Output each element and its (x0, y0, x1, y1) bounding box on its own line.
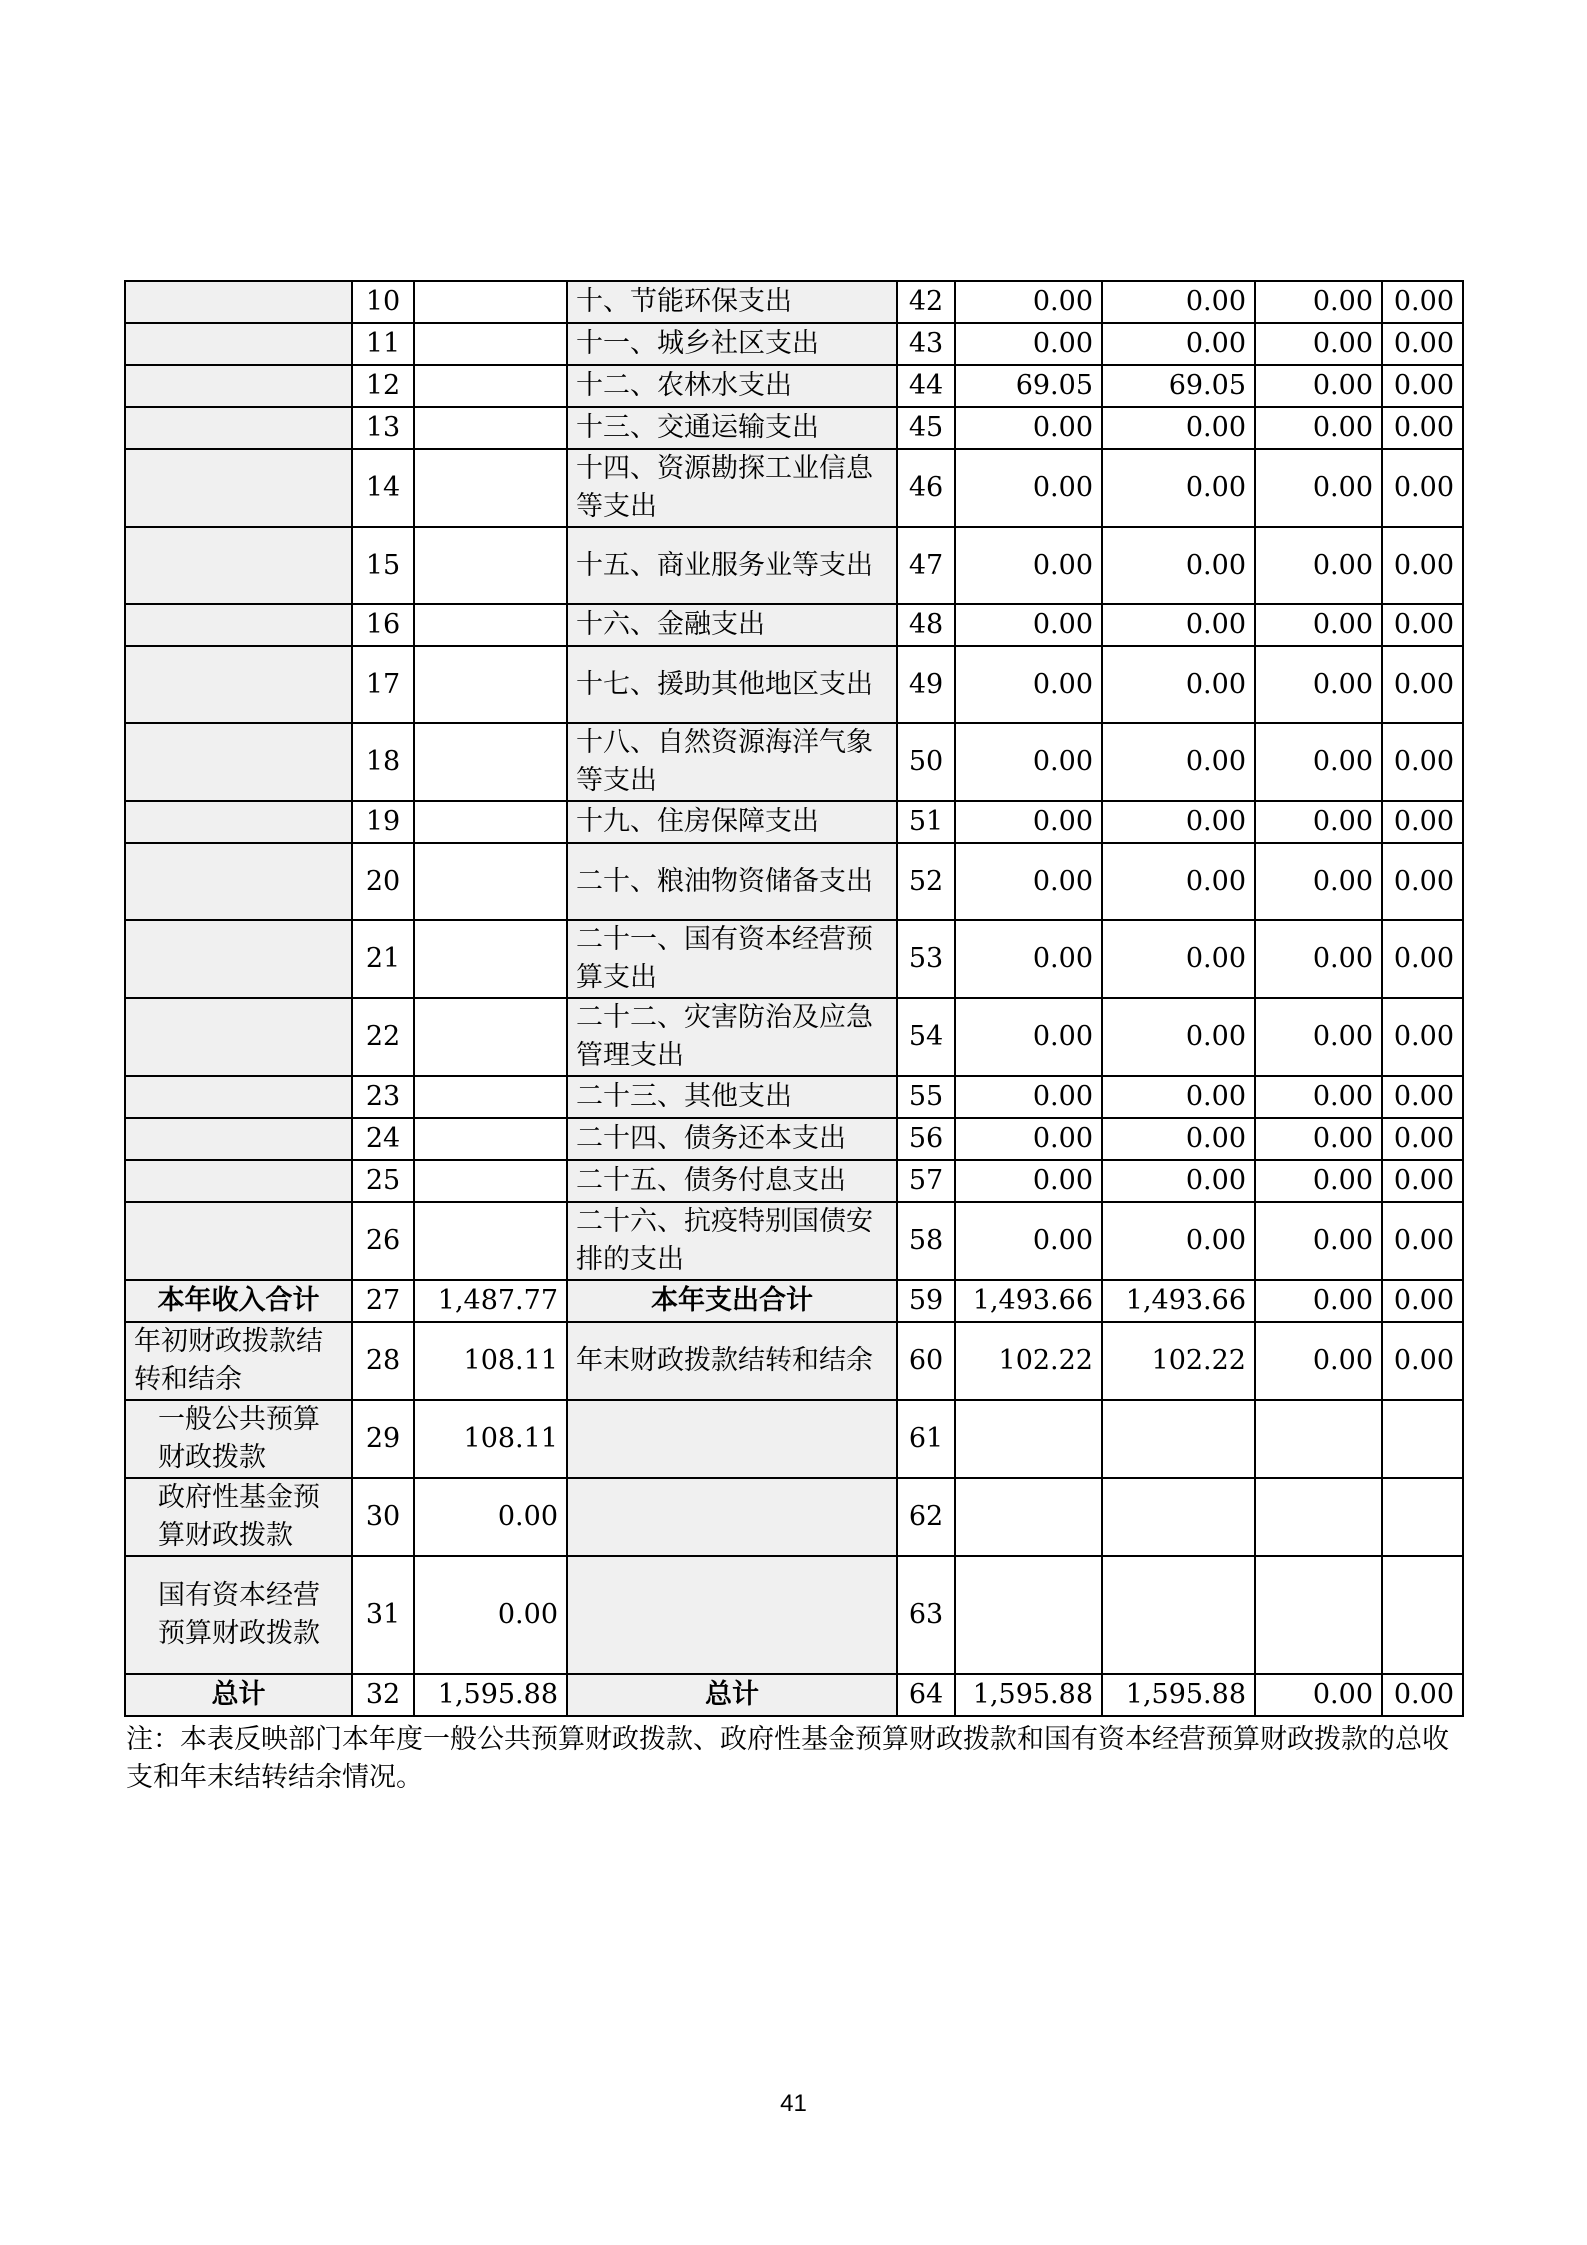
general-budget-cell: 0.00 (1102, 323, 1255, 365)
expense-total-cell (955, 1478, 1102, 1556)
expense-line-number-cell: 64 (897, 1674, 955, 1716)
income-amount-cell (414, 407, 567, 449)
budget-table-section (124, 280, 1462, 1797)
general-budget-cell: 0.00 (1102, 1202, 1255, 1280)
income-line-number-cell: 20 (352, 843, 414, 920)
government-fund-cell: 0.00 (1255, 1202, 1382, 1280)
state-capital-cell: 0.00 (1382, 723, 1463, 801)
table-row (125, 449, 1463, 527)
state-capital-cell (1382, 1556, 1463, 1674)
expense-total-cell: 0.00 (955, 646, 1102, 723)
table-row (125, 1478, 1463, 1556)
government-fund-cell: 0.00 (1255, 1674, 1382, 1716)
income-item-cell (125, 1076, 352, 1118)
expense-total-cell: 0.00 (955, 998, 1102, 1076)
expense-total-cell: 0.00 (955, 281, 1102, 323)
government-fund-cell (1255, 1556, 1382, 1674)
expense-item-cell (567, 1400, 897, 1478)
expense-total-cell: 0.00 (955, 323, 1102, 365)
state-capital-cell: 0.00 (1382, 1322, 1463, 1400)
general-budget-cell (1102, 1556, 1255, 1674)
income-item-cell (125, 1202, 352, 1280)
income-amount-cell (414, 920, 567, 998)
expense-line-number-cell: 44 (897, 365, 955, 407)
government-fund-cell: 0.00 (1255, 527, 1382, 604)
expense-line-number-cell: 51 (897, 801, 955, 843)
expense-item-cell: 十三、交通运输支出 (567, 407, 897, 449)
income-line-number-cell: 26 (352, 1202, 414, 1280)
general-budget-cell: 0.00 (1102, 801, 1255, 843)
income-amount-cell (414, 281, 567, 323)
expense-item-cell: 十五、商业服务业等支出 (567, 527, 897, 604)
general-budget-cell: 0.00 (1102, 1160, 1255, 1202)
table-row (125, 281, 1463, 323)
expense-total-cell (955, 1556, 1102, 1674)
income-amount-cell (414, 646, 567, 723)
table-row (125, 1202, 1463, 1280)
income-amount-cell (414, 1202, 567, 1280)
government-fund-cell: 0.00 (1255, 1118, 1382, 1160)
general-budget-cell: 0.00 (1102, 604, 1255, 646)
income-amount-cell: 108.11 (414, 1400, 567, 1478)
expense-item-cell: 本年支出合计 (567, 1280, 897, 1322)
state-capital-cell: 0.00 (1382, 998, 1463, 1076)
table-row (125, 920, 1463, 998)
income-line-number-cell: 18 (352, 723, 414, 801)
expense-line-number-cell: 60 (897, 1322, 955, 1400)
income-item-cell (125, 998, 352, 1076)
state-capital-cell: 0.00 (1382, 1160, 1463, 1202)
expense-line-number-cell: 47 (897, 527, 955, 604)
income-amount-cell (414, 723, 567, 801)
government-fund-cell: 0.00 (1255, 1280, 1382, 1322)
general-budget-cell: 69.05 (1102, 365, 1255, 407)
table-row (125, 1076, 1463, 1118)
government-fund-cell: 0.00 (1255, 998, 1382, 1076)
expense-item-cell: 十九、住房保障支出 (567, 801, 897, 843)
expense-line-number-cell: 61 (897, 1400, 955, 1478)
expense-item-cell: 十四、资源勘探工业信息等支出 (567, 449, 897, 527)
income-item-cell: 总计 (125, 1674, 352, 1716)
state-capital-cell (1382, 1478, 1463, 1556)
expense-item-cell: 总计 (567, 1674, 897, 1716)
expense-line-number-cell: 42 (897, 281, 955, 323)
income-item-cell (125, 646, 352, 723)
expense-total-cell: 0.00 (955, 843, 1102, 920)
page-number: 41 (780, 2090, 807, 2117)
income-amount-cell (414, 604, 567, 646)
state-capital-cell (1382, 1400, 1463, 1478)
income-line-number-cell: 27 (352, 1280, 414, 1322)
income-amount-cell (414, 323, 567, 365)
expense-line-number-cell: 48 (897, 604, 955, 646)
income-amount-cell (414, 1076, 567, 1118)
income-item-cell (125, 449, 352, 527)
state-capital-cell: 0.00 (1382, 801, 1463, 843)
expense-total-cell: 0.00 (955, 1076, 1102, 1118)
expense-line-number-cell: 62 (897, 1478, 955, 1556)
table-row (125, 1160, 1463, 1202)
government-fund-cell: 0.00 (1255, 843, 1382, 920)
income-line-number-cell: 12 (352, 365, 414, 407)
income-line-number-cell: 31 (352, 1556, 414, 1674)
government-fund-cell: 0.00 (1255, 1322, 1382, 1400)
expense-item-cell: 年末财政拨款结转和结余 (567, 1322, 897, 1400)
expense-line-number-cell: 45 (897, 407, 955, 449)
income-item-cell: 本年收入合计 (125, 1280, 352, 1322)
general-budget-cell: 1,493.66 (1102, 1280, 1255, 1322)
income-amount-cell: 1,595.88 (414, 1674, 567, 1716)
income-line-number-cell: 16 (352, 604, 414, 646)
state-capital-cell: 0.00 (1382, 527, 1463, 604)
expense-item-cell (567, 1556, 897, 1674)
expense-line-number-cell: 46 (897, 449, 955, 527)
state-capital-cell: 0.00 (1382, 281, 1463, 323)
government-fund-cell (1255, 1478, 1382, 1556)
government-fund-cell: 0.00 (1255, 365, 1382, 407)
table-row (125, 1674, 1463, 1716)
income-line-number-cell: 25 (352, 1160, 414, 1202)
expense-item-cell: 二十、粮油物资储备支出 (567, 843, 897, 920)
income-item-cell: 一般公共预算财政拨款 (125, 1400, 352, 1478)
general-budget-cell: 0.00 (1102, 998, 1255, 1076)
expense-total-cell: 1,595.88 (955, 1674, 1102, 1716)
income-item-cell (125, 281, 352, 323)
government-fund-cell: 0.00 (1255, 407, 1382, 449)
income-item-cell (125, 365, 352, 407)
income-line-number-cell: 13 (352, 407, 414, 449)
table-row (125, 604, 1463, 646)
table-row (125, 1118, 1463, 1160)
table-row (125, 365, 1463, 407)
income-amount-cell (414, 843, 567, 920)
expense-total-cell: 0.00 (955, 1160, 1102, 1202)
expense-line-number-cell: 56 (897, 1118, 955, 1160)
income-amount-cell (414, 449, 567, 527)
general-budget-cell: 0.00 (1102, 646, 1255, 723)
table-row (125, 1322, 1463, 1400)
income-line-number-cell: 24 (352, 1118, 414, 1160)
income-line-number-cell: 17 (352, 646, 414, 723)
income-item-cell (125, 920, 352, 998)
general-budget-cell: 0.00 (1102, 527, 1255, 604)
expense-line-number-cell: 50 (897, 723, 955, 801)
expense-item-cell: 二十三、其他支出 (567, 1076, 897, 1118)
income-item-cell (125, 723, 352, 801)
expense-item-cell: 十六、金融支出 (567, 604, 897, 646)
income-line-number-cell: 30 (352, 1478, 414, 1556)
table-row (125, 1400, 1463, 1478)
government-fund-cell: 0.00 (1255, 323, 1382, 365)
expense-item-cell: 二十五、债务付息支出 (567, 1160, 897, 1202)
expense-total-cell: 0.00 (955, 449, 1102, 527)
income-line-number-cell: 14 (352, 449, 414, 527)
expense-item-cell: 十一、城乡社区支出 (567, 323, 897, 365)
income-item-cell: 政府性基金预算财政拨款 (125, 1478, 352, 1556)
income-line-number-cell: 21 (352, 920, 414, 998)
expense-item-cell: 十八、自然资源海洋气象等支出 (567, 723, 897, 801)
expense-line-number-cell: 52 (897, 843, 955, 920)
income-line-number-cell: 10 (352, 281, 414, 323)
general-budget-cell: 102.22 (1102, 1322, 1255, 1400)
expense-total-cell (955, 1400, 1102, 1478)
expense-item-cell: 二十四、债务还本支出 (567, 1118, 897, 1160)
general-budget-cell: 0.00 (1102, 407, 1255, 449)
government-fund-cell: 0.00 (1255, 801, 1382, 843)
table-footnote: 注：本表反映部门本年度一般公共预算财政拨款、政府性基金预算财政拨款和国有资本经营预算财政拨款的总收支和年末结转结余情况。 (126, 1724, 1449, 1793)
expense-total-cell: 0.00 (955, 527, 1102, 604)
table-row (125, 646, 1463, 723)
table-row (125, 801, 1463, 843)
expense-line-number-cell: 49 (897, 646, 955, 723)
state-capital-cell: 0.00 (1382, 646, 1463, 723)
state-capital-cell: 0.00 (1382, 1118, 1463, 1160)
fiscal-allocation-table (124, 280, 1464, 1717)
general-budget-cell: 0.00 (1102, 723, 1255, 801)
table-row (125, 998, 1463, 1076)
state-capital-cell: 0.00 (1382, 323, 1463, 365)
income-amount-cell: 108.11 (414, 1322, 567, 1400)
expense-item-cell: 二十一、国有资本经营预算支出 (567, 920, 897, 998)
income-item-cell (125, 1118, 352, 1160)
government-fund-cell: 0.00 (1255, 604, 1382, 646)
income-item-cell: 国有资本经营预算财政拨款 (125, 1556, 352, 1674)
income-line-number-cell: 23 (352, 1076, 414, 1118)
income-amount-cell (414, 365, 567, 407)
expense-total-cell: 69.05 (955, 365, 1102, 407)
expense-line-number-cell: 59 (897, 1280, 955, 1322)
expense-item-cell: 二十二、灾害防治及应急管理支出 (567, 998, 897, 1076)
government-fund-cell: 0.00 (1255, 449, 1382, 527)
income-item-cell (125, 407, 352, 449)
income-line-number-cell: 19 (352, 801, 414, 843)
income-amount-cell (414, 1118, 567, 1160)
expense-total-cell: 0.00 (955, 920, 1102, 998)
table-row (125, 407, 1463, 449)
income-line-number-cell: 32 (352, 1674, 414, 1716)
expense-line-number-cell: 58 (897, 1202, 955, 1280)
general-budget-cell: 0.00 (1102, 1076, 1255, 1118)
government-fund-cell: 0.00 (1255, 1160, 1382, 1202)
income-item-cell (125, 843, 352, 920)
income-item-cell (125, 604, 352, 646)
income-amount-cell: 1,487.77 (414, 1280, 567, 1322)
income-line-number-cell: 22 (352, 998, 414, 1076)
expense-total-cell: 102.22 (955, 1322, 1102, 1400)
general-budget-cell: 0.00 (1102, 843, 1255, 920)
expense-line-number-cell: 63 (897, 1556, 955, 1674)
state-capital-cell: 0.00 (1382, 365, 1463, 407)
expense-total-cell: 0.00 (955, 1118, 1102, 1160)
government-fund-cell: 0.00 (1255, 281, 1382, 323)
government-fund-cell: 0.00 (1255, 920, 1382, 998)
table-row (125, 1280, 1463, 1322)
state-capital-cell: 0.00 (1382, 604, 1463, 646)
expense-total-cell: 0.00 (955, 723, 1102, 801)
income-item-cell (125, 1160, 352, 1202)
government-fund-cell (1255, 1400, 1382, 1478)
income-line-number-cell: 29 (352, 1400, 414, 1478)
general-budget-cell: 0.00 (1102, 449, 1255, 527)
expense-total-cell: 0.00 (955, 801, 1102, 843)
expense-line-number-cell: 54 (897, 998, 955, 1076)
income-amount-cell (414, 1160, 567, 1202)
income-item-cell (125, 323, 352, 365)
expense-line-number-cell: 55 (897, 1076, 955, 1118)
table-row (125, 1556, 1463, 1674)
income-line-number-cell: 11 (352, 323, 414, 365)
expense-total-cell: 1,493.66 (955, 1280, 1102, 1322)
government-fund-cell: 0.00 (1255, 1076, 1382, 1118)
income-item-cell (125, 801, 352, 843)
expense-item-cell (567, 1478, 897, 1556)
income-amount-cell (414, 998, 567, 1076)
income-line-number-cell: 15 (352, 527, 414, 604)
state-capital-cell: 0.00 (1382, 1076, 1463, 1118)
table-row (125, 527, 1463, 604)
general-budget-cell: 1,595.88 (1102, 1674, 1255, 1716)
expense-line-number-cell: 53 (897, 920, 955, 998)
income-amount-cell: 0.00 (414, 1478, 567, 1556)
state-capital-cell: 0.00 (1382, 449, 1463, 527)
table-row (125, 323, 1463, 365)
expense-total-cell: 0.00 (955, 1202, 1102, 1280)
expense-item-cell: 十二、农林水支出 (567, 365, 897, 407)
general-budget-cell: 0.00 (1102, 920, 1255, 998)
government-fund-cell: 0.00 (1255, 723, 1382, 801)
table-row (125, 723, 1463, 801)
general-budget-cell (1102, 1478, 1255, 1556)
state-capital-cell: 0.00 (1382, 1202, 1463, 1280)
income-amount-cell: 0.00 (414, 1556, 567, 1674)
general-budget-cell (1102, 1400, 1255, 1478)
state-capital-cell: 0.00 (1382, 843, 1463, 920)
income-item-cell: 年初财政拨款结转和结余 (125, 1322, 352, 1400)
table-row (125, 843, 1463, 920)
expense-total-cell: 0.00 (955, 407, 1102, 449)
expense-line-number-cell: 43 (897, 323, 955, 365)
expense-total-cell: 0.00 (955, 604, 1102, 646)
expense-line-number-cell: 57 (897, 1160, 955, 1202)
expense-item-cell: 十七、援助其他地区支出 (567, 646, 897, 723)
state-capital-cell: 0.00 (1382, 407, 1463, 449)
government-fund-cell: 0.00 (1255, 646, 1382, 723)
general-budget-cell: 0.00 (1102, 1118, 1255, 1160)
expense-item-cell: 十、节能环保支出 (567, 281, 897, 323)
income-amount-cell (414, 527, 567, 604)
income-line-number-cell: 28 (352, 1322, 414, 1400)
general-budget-cell: 0.00 (1102, 281, 1255, 323)
expense-item-cell: 二十六、抗疫特别国债安排的支出 (567, 1202, 897, 1280)
state-capital-cell: 0.00 (1382, 1280, 1463, 1322)
income-item-cell (125, 527, 352, 604)
state-capital-cell: 0.00 (1382, 1674, 1463, 1716)
income-amount-cell (414, 801, 567, 843)
state-capital-cell: 0.00 (1382, 920, 1463, 998)
